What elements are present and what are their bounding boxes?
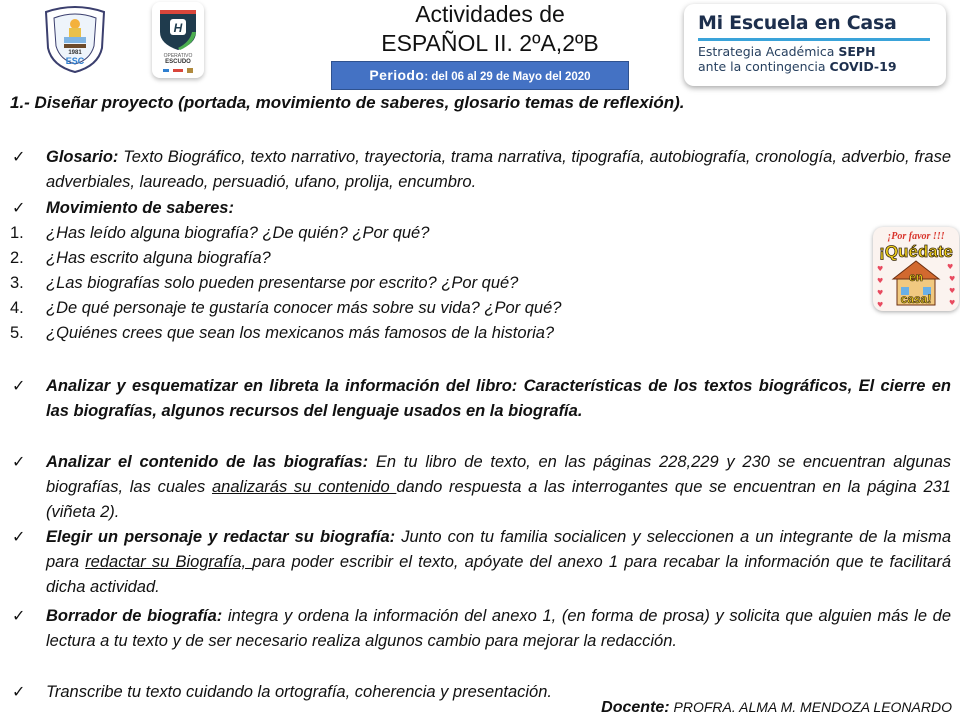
transcribe-text: Transcribe tu texto cuidando la ortografía, coherencia y presentación. xyxy=(46,683,552,701)
checkmark-icon: ✓ xyxy=(12,149,26,166)
question-number: 3. xyxy=(10,274,24,292)
borrador-label: Borrador de biografía: xyxy=(46,607,223,625)
quedate-en-casa-sticker xyxy=(873,227,959,311)
svg-text:♥: ♥ xyxy=(947,263,954,271)
question-text: ¿Quiénes crees que sean los mexicanos más famosos de la historia? xyxy=(46,324,555,342)
svg-text:♥: ♥ xyxy=(877,265,884,273)
svg-text:OPERATIVO: OPERATIVO xyxy=(163,53,193,59)
question-text: ¿Has leído alguna biografía? ¿De quién? ¿Por qué? xyxy=(46,224,430,242)
analizar-contenido-text-1: En tu libro de texto, en las páginas 228,229 y 230 se encuentran algunas biografías, las cuales xyxy=(46,453,952,496)
checkmark-icon: ✓ xyxy=(12,378,26,395)
analizar-contenido-text xyxy=(46,450,951,525)
movimiento-label-text: Movimiento de saberes: xyxy=(46,199,234,217)
borrador-body: integra y ordena la información del anexo 1, (en forma de prosa) y solicita que alguien más le de lectura a tu texto y de ser necesario realiza algunos cambio para mejorar la redacción. xyxy=(46,607,951,650)
checkmark-icon: ✓ xyxy=(12,200,26,217)
borrador-text xyxy=(46,604,951,654)
mec-line-1-text: Estrategia Académica xyxy=(698,44,839,59)
svg-text:¡Por favor !!!: ¡Por favor !!! xyxy=(887,231,945,242)
movimiento-label xyxy=(46,196,951,221)
svg-text:♥: ♥ xyxy=(949,287,956,295)
question-text: ¿Las biografías solo pueden presentarse por escrito? ¿Por qué? xyxy=(46,274,519,292)
docente-signature xyxy=(601,699,952,717)
operativo-escudo-logo xyxy=(152,2,204,78)
question-number: 1. xyxy=(10,224,24,242)
analizar-contenido-underlined: analizarás su contenido xyxy=(212,478,397,496)
elegir-text-1: Junto con tu familia socialicen y seleccionen a un integrante de la misma para xyxy=(46,528,952,571)
checkmark-icon: ✓ xyxy=(12,608,26,625)
mec-line-1 xyxy=(698,44,932,59)
document-title xyxy=(320,0,660,58)
analizar-esquematizar-bold: Analizar y esquematizar en libreta la información del libro: Características de los textos biográficos, El cierre en las biografías, algunos recursos del lenguaje usados en la biografía. xyxy=(46,377,951,420)
docente-name: PROFRA. ALMA M. MENDOZA LEONARDO xyxy=(669,699,952,715)
svg-text:casa!: casa! xyxy=(900,292,932,306)
svg-text:♥: ♥ xyxy=(949,299,956,307)
elegir-text-2: para poder escribir el texto, apóyate del anexo 1 para recabar la información que te facilitará dicha actividad. xyxy=(46,553,951,596)
analizar-esquematizar-text xyxy=(46,374,951,424)
glosario-text xyxy=(46,145,951,195)
glosario-label: Glosario: xyxy=(46,148,119,166)
svg-text:¡Quédate: ¡Quédate xyxy=(879,242,953,261)
svg-text:ESCUDO: ESCUDO xyxy=(165,59,191,65)
period-banner xyxy=(331,61,629,90)
title-line-2: ESPAÑOL II. 2ºA,2ºB xyxy=(381,30,599,56)
mec-divider xyxy=(698,38,930,41)
svg-text:ESC: ESC xyxy=(65,56,85,66)
checkmark-icon: ✓ xyxy=(12,454,26,471)
docente-label: Docente: xyxy=(601,699,670,716)
mec-line-1-bold: SEPH xyxy=(838,44,876,59)
elegir-personaje-text xyxy=(46,525,951,600)
question-number: 2. xyxy=(10,249,24,267)
period-sep: : xyxy=(424,71,429,83)
mec-line-2-bold: COVID-19 xyxy=(829,59,897,74)
glosario-terms: Texto Biográfico, texto narrativo, trayectoria, trama narrativa, tipografía, autobiografía, cronología, adverbio, frase adverbiales, laureado, persuadió, ufano, prolija, encumbro. xyxy=(46,148,951,191)
period-value: del 06 al 29 de Mayo del 2020 xyxy=(431,71,591,83)
mec-line-2-text: ante la contingencia xyxy=(698,59,830,74)
title-line-1: Actividades de xyxy=(415,1,565,27)
analizar-contenido-text-2: dando respuesta a las interrogantes que se encuentran en la página 231 (viñeta 2). xyxy=(46,478,951,521)
svg-text:♥: ♥ xyxy=(949,275,956,283)
mec-line-2 xyxy=(698,59,932,74)
svg-text:en: en xyxy=(908,270,924,284)
svg-text:H: H xyxy=(173,21,183,35)
period-label: Periodo xyxy=(369,67,425,83)
question-number: 5. xyxy=(10,324,24,342)
question-number: 4. xyxy=(10,299,24,317)
question-text: ¿Has escrito alguna biografía? xyxy=(46,249,271,267)
school-shield-logo xyxy=(40,4,110,74)
svg-text:♥: ♥ xyxy=(877,301,884,309)
checkmark-icon: ✓ xyxy=(12,684,26,701)
analizar-contenido-label: Analizar el contenido de las biografías: xyxy=(46,453,369,471)
svg-text:♥: ♥ xyxy=(877,289,884,297)
svg-text:♥: ♥ xyxy=(877,277,884,285)
question-text: ¿De qué personaje te gustaría conocer más sobre su vida? ¿Por qué? xyxy=(46,299,562,317)
elegir-label: Elegir un personaje y redactar su biografía: xyxy=(46,528,396,546)
mec-title: Mi Escuela en Casa xyxy=(698,12,897,34)
checkmark-icon: ✓ xyxy=(12,529,26,546)
activity-heading: 1.- Diseñar proyecto (portada, movimiento de saberes, glosario temas de reflexión). xyxy=(10,93,685,112)
svg-text:1981: 1981 xyxy=(68,50,82,56)
elegir-underlined: redactar su Biografía, xyxy=(85,553,253,571)
mi-escuela-en-casa-badge xyxy=(684,4,946,86)
